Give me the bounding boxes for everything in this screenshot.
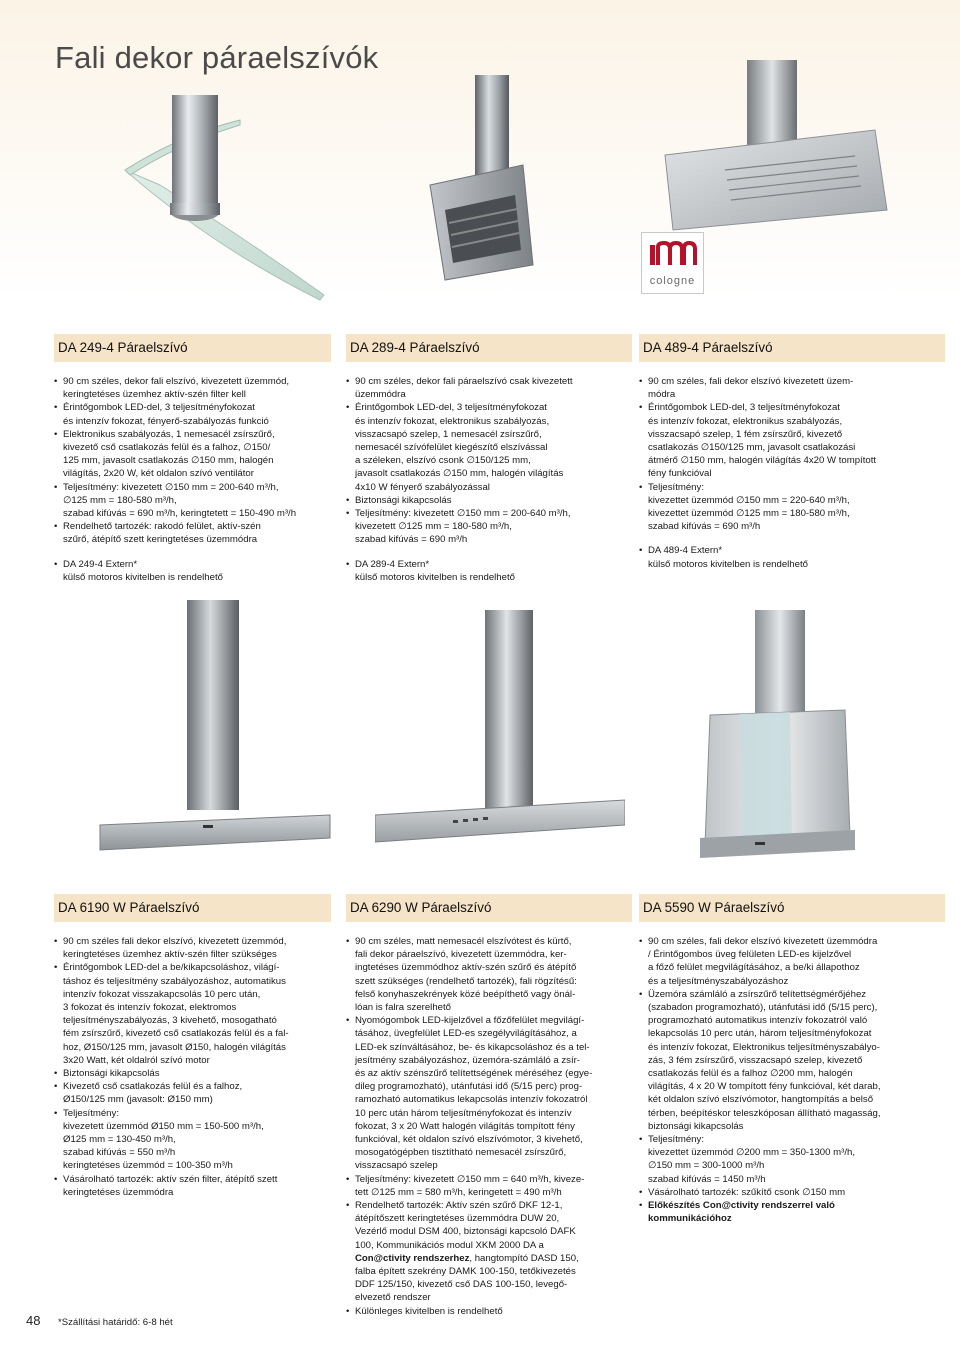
feature-line: tett ∅125 mm = 580 m³/h, keringetett = 490 m³/h <box>355 1186 562 1198</box>
bullet-icon: • <box>346 402 350 414</box>
feature-line: Teljesítmény: kivezetett ∅150 mm = 200-640 m³/h, <box>63 481 279 493</box>
product-image-da-489-4 <box>655 60 895 235</box>
feature-item <box>346 1173 632 1199</box>
imm-cologne-logo <box>641 232 704 294</box>
bullet-icon: • <box>54 481 58 493</box>
bullet-icon: • <box>346 1200 350 1212</box>
feature-line: 90 cm széles, fali dekor elszívó kivezetett üzemmódra <box>648 936 878 947</box>
feature-line: Teljesítmény: <box>648 481 704 493</box>
feature-line: hoz, Ø150/125 mm, javasolt Ø150, halogén világítás <box>63 1041 286 1053</box>
feature-line: a széleken, elszívó csonk ∅150/125 mm, <box>355 455 531 467</box>
product-title: DA 5590 W Páraelszívó <box>639 894 945 922</box>
feature-line: Vezérlő modul DSM 400, biztonsági kapcsoló DAFK <box>355 1226 576 1238</box>
feature-line: visszacsapó szelep <box>355 1160 438 1172</box>
imm-logo-mark-icon <box>648 239 698 267</box>
product-da-6190-w <box>54 894 331 1314</box>
feature-line: (szabadon programozható), utánfutási idő (5/15 perc), <box>648 1002 878 1014</box>
feature-line: DDF 125/150, kivezető cső DAS 100-150, levegő- <box>355 1279 568 1291</box>
feature-line: LED-ek színváltásához, be- és kikapcsoláshoz és a tel- <box>355 1041 590 1053</box>
feature-line: Vásárolható tartozék: szűkítő csonk ∅150 mm <box>648 1186 846 1198</box>
bullet-icon: • <box>54 521 58 533</box>
bullet-icon: • <box>54 428 58 440</box>
feature-line: ∅125 mm = 180-580 m³/h, <box>63 494 177 506</box>
feature-item <box>346 494 632 507</box>
feature-line: fém zsírszűrő, kivezető cső csatlakozás felül és a fal- <box>63 1028 289 1040</box>
feature-line: DA 289-4 Extern* <box>355 558 430 570</box>
feature-line: és az aktív szénszűrő telítettségének méréséhez (egye- <box>355 1068 593 1080</box>
feature-item <box>639 375 945 401</box>
feature-line: Érintőgombok LED-del a be/kikapcsoláshoz, világí- <box>63 962 280 974</box>
feature-item <box>639 401 945 480</box>
extern-variant-item <box>54 558 331 584</box>
feature-item <box>346 375 632 401</box>
feature-line: javasolt csatlakozás ∅150 mm, halogén világítás <box>355 468 564 480</box>
feature-line: szabad kifúvás = 690 m³/h, keringtetett = 150-490 m³/h <box>63 508 297 520</box>
feature-item <box>639 935 945 988</box>
feature-line: lóan is falra szerelhető <box>355 1002 451 1014</box>
feature-line: és intenzív fokozat, Elektronikus teljesítményszabályo- <box>648 1041 880 1053</box>
feature-line: és intenzív fokozat, elektronikus szabályozás, <box>648 415 843 427</box>
feature-line: világítás, 2x20 W, két oldalon szívó ventilátor <box>63 468 254 480</box>
feature-line: fali dekor páraelszívó, kivezetett üzemmódra, ker- <box>355 949 567 961</box>
bullet-icon: • <box>639 988 643 1000</box>
feature-line: világítás, 4 x 20 W tompított fény funkcióval, két darab, <box>648 1081 881 1093</box>
feature-line: és intenzív fokozat, elektronikus szabályozás, <box>355 415 550 427</box>
feature-line: kivezetett üzemmód Ø150 mm = 150-500 m³/h, <box>63 1120 264 1132</box>
feature-line: kivezettet üzemmód ∅125 mm = 180-580 m³/h, <box>648 508 850 520</box>
feature-line: ∅150 mm = 300-1000 m³/h <box>648 1160 765 1172</box>
feature-line: keringtetéses üzemmódra <box>63 1186 174 1198</box>
feature-line: külső motoros kivitelben is rendelhető <box>648 558 808 570</box>
feature-line: 90 cm széles, fali dekor elszívó kivezetett üzem- <box>648 376 854 387</box>
bullet-icon: • <box>54 1068 58 1080</box>
feature-line: térben, beépítéskor teleszkóposan állítható magasság, <box>648 1107 881 1119</box>
product-title: DA 6290 W Páraelszívó <box>346 894 632 922</box>
feature-line: és a teljesítményszabályozáshoz <box>648 975 789 987</box>
bullet-icon: • <box>639 1134 643 1146</box>
feature-line: programozható automatikus intenzív fokozatról való <box>648 1015 868 1027</box>
feature-line: visszacsapó szelep, 1 fém zsírszűrő, kivezető <box>648 428 843 440</box>
feature-line: Biztonsági kikapcsolás <box>63 1068 160 1080</box>
feature-item <box>346 1199 632 1305</box>
product-image-da-6190-w <box>95 600 335 860</box>
feature-line: DA 489-4 Extern* <box>648 545 723 557</box>
feature-list <box>639 375 945 571</box>
feature-line: 90 cm széles fali dekor elszívó, kivezetett üzemmód, <box>63 936 287 947</box>
feature-line: Teljesítmény: <box>648 1134 704 1146</box>
bullet-icon: • <box>54 1081 58 1093</box>
feature-line: 3x20 Watt, két oldalról szívó motor <box>63 1054 210 1066</box>
feature-line: Teljesítmény: <box>63 1107 119 1119</box>
feature-item <box>54 1080 331 1106</box>
bullet-icon: • <box>346 1015 350 1027</box>
bullet-icon: • <box>346 376 350 387</box>
feature-line: tásához, üvegfelület LED-es szegélyvilágításához, a <box>355 1028 577 1040</box>
feature-item <box>346 507 632 547</box>
feature-line: kivezetett ∅125 mm = 180-580 m³/h, <box>355 521 512 533</box>
feature-list <box>346 375 632 584</box>
feature-list <box>54 375 331 584</box>
feature-line: és intenzív fokozat, fényerő-szabályozás funkció <box>63 415 269 427</box>
product-da-489-4 <box>639 334 945 614</box>
bullet-icon: • <box>639 1200 643 1212</box>
feature-line: elvezető rendszer <box>355 1292 431 1304</box>
feature-item <box>54 1107 331 1173</box>
bullet-icon: • <box>54 936 58 947</box>
product-da-249-4 <box>54 334 331 614</box>
feature-line: üzemmódra <box>355 389 406 401</box>
bullet-icon: • <box>639 481 643 493</box>
bullet-icon: • <box>54 376 58 387</box>
feature-line: Nyomógombok LED-kijelzővel a főzőfelület megvilágí- <box>355 1015 585 1027</box>
feature-line: DA 249-4 Extern* <box>63 558 138 570</box>
feature-line: jesítmény szabályozáshoz, üzemóra-számláló a zsír- <box>355 1054 581 1066</box>
bullet-icon: • <box>346 508 350 520</box>
feature-line: Különleges kivitelben is rendelhető <box>355 1305 503 1317</box>
bullet-icon: • <box>54 1107 58 1119</box>
extern-variant-item <box>639 544 945 570</box>
feature-line: átépítőszett keringtetéses üzemmódra DUW 20, <box>355 1213 560 1225</box>
feature-line: módra <box>648 389 676 401</box>
feature-line: Elektronikus szabályozás, 1 nemesacél zsírszűrő, <box>63 428 275 440</box>
feature-line: külső motoros kivitelben is rendelhető <box>355 571 515 583</box>
bullet-icon: • <box>54 402 58 414</box>
feature-line: 3 fokozat és intenzív fokozat, elektromos <box>63 1002 237 1014</box>
feature-line: biztonsági kikapcsolás <box>648 1120 744 1132</box>
feature-line: szabad kifúvás = 1450 m³/h <box>648 1173 766 1185</box>
feature-line: intenzív fokozat visszakapcsolás 10 perc után, <box>63 988 261 1000</box>
feature-line: Érintőgombok LED-del, 3 teljesítményfokozat <box>648 402 840 414</box>
feature-line: mosogatógépben tisztítható nemesacél zsírszűrő, <box>355 1147 567 1159</box>
bullet-icon: • <box>346 1173 350 1185</box>
feature-line: ingtetéses üzemmódhoz aktív-szén szűrő és átépítő <box>355 962 577 974</box>
product-title: DA 249-4 Páraelszívó <box>54 334 331 362</box>
feature-line: szett szükséges (rendelhető tartozék), fali rögzítésű: <box>355 975 577 987</box>
feature-line: Teljesítmény: kivezetett ∅150 mm = 640 m³/h, kiveze- <box>355 1173 585 1185</box>
feature-line: Üzemóra számláló a zsírszűrő telítettségmérőjéhez <box>648 988 867 1000</box>
feature-item <box>639 1199 945 1225</box>
feature-line: zás, 3 fém zsírszűrő, visszacsapó szelep, kivezető <box>648 1054 863 1066</box>
logo-text: cologne <box>649 275 696 287</box>
feature-line: 90 cm széles, dekor fali elszívó, kivezetett üzemmód, <box>63 376 290 387</box>
bullet-icon: • <box>346 1305 350 1317</box>
feature-line: 100, Kommunikációs modul XKM 2000 DA a <box>355 1239 544 1251</box>
feature-line: kivezettet üzemmód ∅200 mm = 350-1300 m³/h, <box>648 1147 855 1159</box>
feature-line: keringtetéses üzemmód = 100-350 m³/h <box>63 1160 233 1172</box>
feature-line: / Érintőgombos üveg felületen LED-es kijelzővel <box>648 949 852 961</box>
feature-line: funkcióval, két oldalon szívó elszívómotor, 3 kivehető, <box>355 1134 583 1146</box>
feature-list <box>346 935 632 1318</box>
feature-line: keringtetéses üzemhez aktív-szén filter kell <box>63 389 246 401</box>
bullet-icon: • <box>639 936 643 947</box>
delivery-footnote: *Szállítási határidő: 6-8 hét <box>58 1317 173 1328</box>
product-title: DA 6190 W Páraelszívó <box>54 894 331 922</box>
feature-line: 10 perc után három teljesítményfokozat és intenzív <box>355 1107 572 1119</box>
feature-line: Érintőgombok LED-del, 3 teljesítményfokozat <box>355 402 547 414</box>
product-image-da-6290-w <box>375 610 625 860</box>
feature-line: Ø150/125 mm (javasolt: Ø150 mm) <box>63 1094 213 1106</box>
feature-line: teljesítményszabályozás, 3 kivehető, mosogatható <box>63 1015 277 1027</box>
feature-line: nemesacél szívófelület kiegészítő elszívással <box>355 442 548 454</box>
feature-item <box>54 935 331 961</box>
feature-line: falba épített szekrény DAMK 100-150, tetőkivezetés <box>355 1266 576 1278</box>
feature-line: szabad kifúvás = 690 m³/h <box>648 521 761 533</box>
feature-list <box>639 935 945 1225</box>
feature-line: 90 cm széles, matt nemesacél elszívótest és kürtő, <box>355 936 572 947</box>
feature-line: szabad kifúvás = 690 m³/h <box>355 534 468 546</box>
feature-line: két oldalon szívó elszívómotor, hangtompítás a belső <box>648 1094 874 1106</box>
product-image-da-289-4 <box>405 75 555 290</box>
page-number: 48 <box>26 1313 41 1328</box>
feature-line: Vásárolható tartozék: aktív szén filter, átépítő szett <box>63 1173 278 1185</box>
feature-line: táshoz és teljesítmény szabályozáshoz, automatikus <box>63 975 286 987</box>
product-da-5590-w <box>639 894 945 1314</box>
feature-line: Con@ctivity rendszerhez, hangtompító DASD 150, <box>355 1252 579 1264</box>
feature-line: keringtetéses üzemhez aktív-szén filter szükséges <box>63 949 277 961</box>
feature-line: külső motoros kivitelben is rendelhető <box>63 571 223 583</box>
feature-line: átmérő ∅150 mm, halogén világítás 4x20 W tompított <box>648 455 877 467</box>
feature-line: dileg programozható), utánfutási idő (5/15 perc) prog- <box>355 1081 583 1093</box>
feature-line: kommunikációhoz <box>648 1213 732 1225</box>
feature-line: fokozat, 3 x 20 Watt halogén világítás tompított fény <box>355 1120 575 1132</box>
feature-line: ramozható automatikus lekapcsolás intenzív fokozatról <box>355 1094 588 1106</box>
feature-item <box>54 428 331 481</box>
feature-line: Rendelhető tartozék: Aktív szén szűrő DKF 12-1, <box>355 1200 563 1212</box>
feature-item <box>639 988 945 1133</box>
feature-item <box>639 481 945 534</box>
feature-line: Rendelhető tartozék: rakodó felület, aktív-szén <box>63 521 261 533</box>
feature-item <box>54 401 331 427</box>
product-title: DA 289-4 Páraelszívó <box>346 334 632 362</box>
feature-line: csatlakozás ∅150/125 mm, javasolt csatlakozási <box>648 442 856 454</box>
feature-item <box>639 1133 945 1186</box>
feature-line: szűrő, átépítő szett keringtetéses üzemmódra <box>63 534 258 546</box>
bullet-icon: • <box>54 1173 58 1185</box>
feature-line: szabad kifúvás = 550 m³/h <box>63 1147 176 1159</box>
feature-line: fény funkcióval <box>648 468 712 480</box>
bullet-icon: • <box>346 558 350 570</box>
feature-line: 125 mm, javasolt csatlakozás ∅150 mm, halogén <box>63 455 274 467</box>
feature-line: Ø125 mm = 130-450 m³/h, <box>63 1134 176 1146</box>
feature-item <box>346 1014 632 1172</box>
feature-item <box>54 1067 331 1080</box>
feature-line: felső konyhaszekrények közé beépíthető vagy önál- <box>355 988 576 1000</box>
bullet-icon: • <box>54 962 58 974</box>
feature-line: Biztonsági kikapcsolás <box>355 494 452 506</box>
feature-line: 4x10 W fényerő szabályozással <box>355 481 490 493</box>
feature-item <box>54 520 331 546</box>
bullet-icon: • <box>639 545 643 557</box>
feature-line: csatlakozás felül és a falhoz ∅200 mm, halogén <box>648 1068 853 1080</box>
bullet-icon: • <box>639 402 643 414</box>
feature-item <box>346 401 632 493</box>
feature-list <box>54 935 331 1199</box>
feature-item <box>54 1173 331 1199</box>
feature-line: lekapcsolás 10 perc után, három teljesítményfokozat <box>648 1028 872 1040</box>
feature-item <box>639 1186 945 1199</box>
feature-line: kivezető cső csatlakozás felül és a falhoz, ∅150/ <box>63 442 271 454</box>
feature-line: Kivezető cső csatlakozás felül és a falhoz, <box>63 1081 243 1093</box>
feature-item <box>346 1305 632 1318</box>
feature-line: a főző felület megvilágításához, a be/ki állapothoz <box>648 962 860 974</box>
product-da-6290-w <box>346 894 632 1344</box>
bullet-icon: • <box>346 494 350 506</box>
product-da-289-4 <box>346 334 632 614</box>
feature-line: Teljesítmény: kivezetett ∅150 mm = 200-640 m³/h, <box>355 508 571 520</box>
bullet-icon: • <box>54 558 58 570</box>
bullet-icon: • <box>346 936 350 947</box>
feature-line: Érintőgombok LED-del, 3 teljesítményfokozat <box>63 402 255 414</box>
feature-line: visszacsapó szelep, 1 nemesacél zsírszűrő, <box>355 428 542 440</box>
feature-item <box>54 961 331 1067</box>
product-image-da-5590-w <box>660 610 890 860</box>
feature-item <box>54 375 331 401</box>
page-title: Fali dekor páraelszívók <box>55 40 379 75</box>
feature-item <box>346 935 632 1014</box>
feature-line: kivezettet üzemmód ∅150 mm = 220-640 m³/h, <box>648 494 850 506</box>
feature-item <box>54 481 331 521</box>
product-image-da-249-4 <box>120 95 330 310</box>
extern-variant-item <box>346 558 632 584</box>
bullet-icon: • <box>639 376 643 387</box>
feature-line: 90 cm széles, dekor fali páraelszívó csak kivezetett <box>355 376 573 387</box>
feature-line: Előkészítés Con@ctivity rendszerrel való <box>648 1200 835 1212</box>
bullet-icon: • <box>639 1186 643 1198</box>
product-title: DA 489-4 Páraelszívó <box>639 334 945 362</box>
